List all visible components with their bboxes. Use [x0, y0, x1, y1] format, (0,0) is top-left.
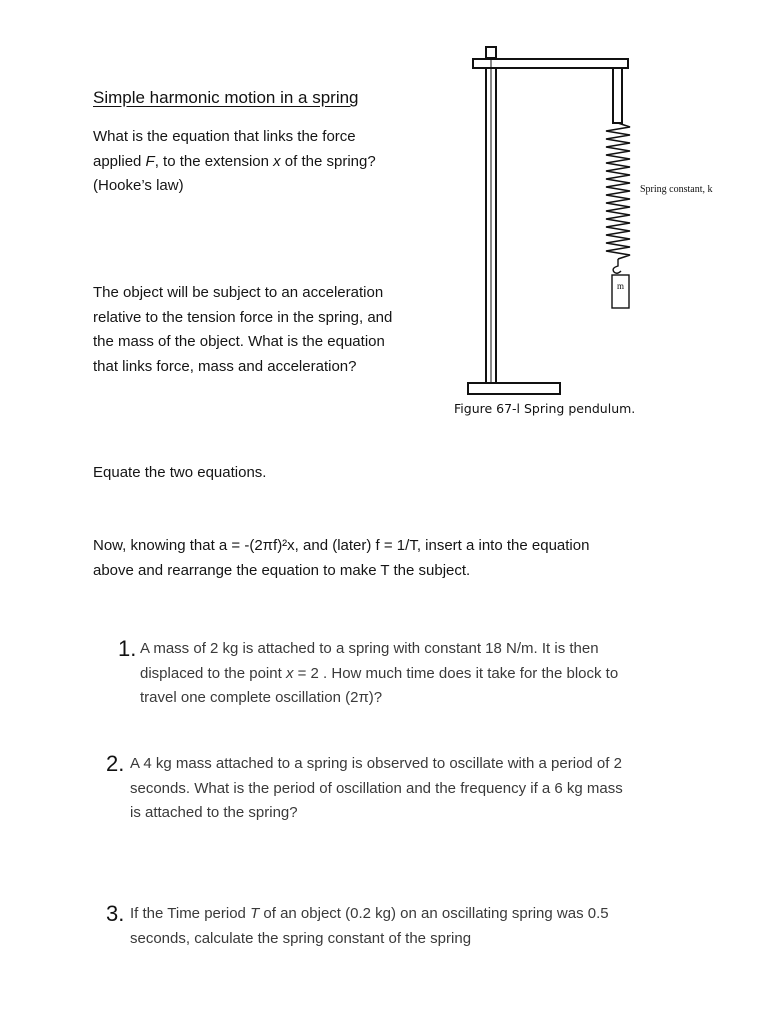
mass-hook	[613, 259, 621, 273]
rearrange-instruction: Now, knowing that a = -(2πf)²x, and (later) f = 1/T, insert a into the equation above and rearrange the equation to make T the subject.	[93, 537, 590, 579]
newton-question: The object will be subject to an acceleration relative to the tension force in the spring, and the mass of the object. What is the equation that links force, mass and acceleration?	[93, 284, 393, 375]
figure-caption: Figure 67-l Spring pendulum.	[454, 401, 636, 416]
stand-top-bar	[473, 59, 628, 68]
question-2-text: A 4 kg mass attached to a spring is observed to oscillate with a period of 2 seconds. What is the period of oscillation and the frequency if a 6 kg mass is attached to the spring?	[130, 755, 623, 821]
question-3-text: If the Time period T of an object (0.2 kg) on an oscillating spring was 0.5 seconds, calculate the spring constant of the spring	[130, 905, 609, 947]
question-1-text: A mass of 2 kg is attached to a spring with constant 18 N/m. It is then displaced to the point x = 2 . How much time does it take for the block to travel one complete oscillation (2π)?	[140, 640, 619, 706]
hooke-question: What is the equation that links the force applied F, to the extension x of the spring? (Hooke’s law)	[93, 128, 376, 194]
page-title: Simple harmonic motion in a spring	[93, 88, 359, 107]
equate-instruction: Equate the two equations.	[93, 464, 267, 481]
spring-constant-label: Spring constant, k	[640, 184, 713, 195]
question-1-number: 1.	[118, 636, 137, 661]
spring-hanger	[613, 68, 622, 123]
question-3-number: 3.	[106, 901, 125, 926]
stand-base	[468, 383, 560, 394]
spring-coil	[606, 123, 630, 259]
mass-block	[612, 275, 629, 308]
mass-label: m	[616, 281, 624, 291]
question-2-number: 2.	[106, 751, 125, 776]
